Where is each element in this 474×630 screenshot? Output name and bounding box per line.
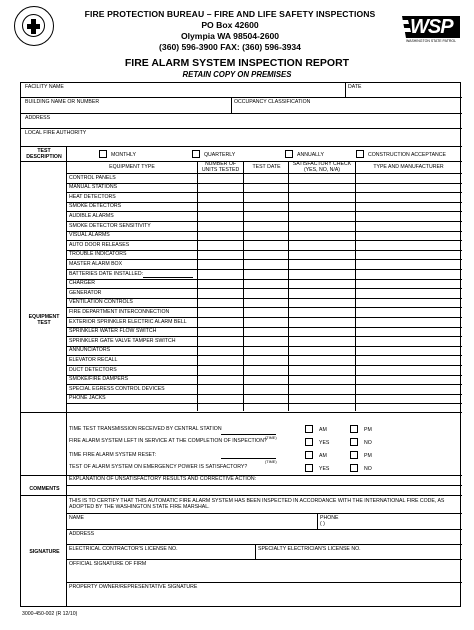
sig-specialty-license-label: SPECIALTY ELECTRICIAN'S LICENSE NO.: [258, 546, 361, 552]
q-central-station-label: TIME TEST TRANSMISSION RECEIVED BY CENTRAL STATION: [69, 426, 222, 432]
monthly-label: MONTHLY: [111, 152, 136, 158]
bureau-name: FIRE PROTECTION BUREAU – FIRE AND LIFE SAFETY INSPECTIONS: [84, 9, 376, 19]
equipment-row-label: CONTROL PANELS: [69, 174, 116, 181]
construction-acceptance-checkbox[interactable]: [356, 150, 364, 158]
form-number: 3000-450-002 (R 12/10): [22, 611, 78, 617]
q-reset-label: TIME FIRE ALARM SYSTEM RESET:: [69, 452, 157, 458]
equipment-row-label: AUTO DOOR RELEASES: [69, 241, 130, 248]
sig-phone-area: ( ): [320, 521, 325, 527]
col-equipment-type: EQUIPMENT TYPE: [109, 164, 155, 170]
q-reset-time-label: (TIME): [265, 460, 277, 464]
col-units-tested: NUMBER OF UNITS TESTED: [201, 161, 240, 173]
logo-subtext: WASHINGTON STATE PATROL: [405, 39, 457, 43]
equipment-row-label: MASTER ALARM BOX: [69, 260, 123, 267]
sig-name-label: NAME: [69, 515, 84, 521]
sig-contractor-license-label: ELECTRICAL CONTRACTOR'S LICENSE NO.: [69, 546, 178, 552]
occupancy-label: OCCUPANCY CLASSIFICATION: [234, 99, 311, 105]
equipment-row-label: CHARGER: [69, 280, 95, 287]
annually-checkbox[interactable]: [285, 150, 293, 158]
sig-address-label: ADDRESS: [69, 531, 95, 537]
wsp-logo: WSP WASHINGTON STATE PATROL: [402, 16, 460, 46]
equipment-row-label: HEAT DETECTORS: [69, 193, 116, 200]
col-test-date: TEST DATE: [252, 164, 281, 170]
equipment-row-label: MANUAL STATIONS: [69, 184, 118, 191]
equipment-row-label: SMOKE DETECTOR SENSITIVITY: [69, 222, 151, 229]
q-emergency-power-no-label: NO: [364, 466, 372, 472]
equipment-row-label: AUDIBLE ALARMS: [69, 212, 114, 219]
local-fire-authority-label: LOCAL FIRE AUTHORITY: [25, 130, 87, 136]
equipment-row-label: BATTERIES DATE INSTALLED:: [69, 270, 144, 277]
signature-section-label: SIGNATURE: [29, 549, 60, 555]
q-left-in-service-yes-label: YES: [319, 440, 330, 446]
header-block: [60, 9, 400, 53]
q-left-in-service-yes-checkbox[interactable]: [305, 438, 313, 446]
q-emergency-power-yes-checkbox[interactable]: [305, 464, 313, 472]
equipment-row-label: GENERATOR: [69, 289, 102, 296]
test-description-label: TEST DESCRIPTION: [26, 148, 62, 160]
building-label: BUILDING NAME OR NUMBER: [25, 99, 100, 105]
q-central-station-am-label: AM: [319, 427, 327, 433]
q-central-station-time-label: (TIME): [265, 436, 277, 440]
equipment-row-label: DUCT DETECTORS: [69, 366, 117, 373]
construction-acceptance-label: CONSTRUCTION ACCEPTANCE: [368, 152, 447, 158]
equipment-row-label: VISUAL ALARMS: [69, 232, 110, 239]
q-left-in-service-no-label: NO: [364, 440, 372, 446]
q-emergency-power-label: TEST OF ALARM SYSTEM ON EMERGENCY POWER IS SATISFACTORY?: [69, 464, 248, 470]
sig-owner-signature-label: PROPERTY OWNER/REPRESENTATIVE SIGNATURE: [69, 584, 198, 590]
q-central-station-am-checkbox[interactable]: [305, 425, 313, 433]
equipment-row-label: SPECIAL EGRESS CONTROL DEVICES: [69, 385, 165, 392]
equipment-row-label: PHONE JACKS: [69, 395, 106, 402]
batteries-date-line[interactable]: [143, 277, 193, 278]
sig-official-signature-label: OFFICIAL SIGNATURE OF FIRM: [69, 561, 147, 567]
q-central-station-pm-label: PM: [364, 427, 372, 433]
comments-label: COMMENTS: [29, 486, 60, 492]
equipment-row-label: SMOKE/FIRE DAMPERS: [69, 376, 129, 383]
quarterly-checkbox[interactable]: [192, 150, 200, 158]
equipment-row-label: VENTILATION CONTROLS: [69, 299, 133, 306]
annually-label: ANNUALLY: [297, 152, 325, 158]
q-central-station-pm-checkbox[interactable]: [350, 425, 358, 433]
q-left-in-service-no-checkbox[interactable]: [350, 438, 358, 446]
col-type-manufacturer: TYPE AND MANUFACTURER: [373, 164, 444, 170]
q-emergency-power-no-checkbox[interactable]: [350, 464, 358, 472]
q-reset-am-checkbox[interactable]: [305, 451, 313, 459]
equipment-row-label: TROUBLE INDICATORS: [69, 251, 127, 258]
inspection-form: [20, 82, 461, 607]
comments-explanation: EXPLANATION OF UNSATISFACTORY RESULTS AND CORRECTIVE ACTION:: [69, 476, 257, 482]
equipment-row-label: FIRE DEPARTMENT INTERCONNECTION: [69, 308, 170, 315]
city-address: Olympia WA 98504-2600: [180, 31, 280, 41]
po-box: PO Box 42600: [201, 20, 259, 30]
report-title: FIRE ALARM SYSTEM INSPECTION REPORT: [124, 57, 350, 69]
q-left-in-service-label: FIRE ALARM SYSTEM LEFT IN SERVICE AT THE COMPLETION OF INSPECTION?: [69, 438, 267, 444]
quarterly-label: QUARTERLY: [204, 152, 236, 158]
equipment-test-label: EQUIPMENT TEST: [28, 314, 60, 326]
q-reset-am-label: AM: [319, 453, 327, 459]
sig-phone-label: PHONE: [320, 515, 339, 521]
date-label: DATE: [348, 84, 362, 90]
monthly-checkbox[interactable]: [99, 150, 107, 158]
washington-state-patrol-seal: [14, 6, 54, 46]
equipment-row-label: ANNUNCIATORS: [69, 347, 111, 354]
facility-name-label: FACILITY NAME: [25, 84, 64, 90]
certification-statement: THIS IS TO CERTIFY THAT THIS AUTOMATIC FIRE ALARM SYSTEM HAS BEEN INSPECTED IN ACCORDANCE WITH THE INTERNATIONAL FIRE CODE, AS ADOPTED BY THE WASHINGTON STATE FIRE MARSHAL.: [69, 498, 445, 511]
report-subtitle: RETAIN COPY ON PREMISES: [182, 70, 292, 79]
q-reset-pm-label: PM: [364, 453, 372, 459]
phone-fax: (360) 596-3900 FAX: (360) 596-3934: [159, 42, 301, 52]
equipment-row-label: SPRINKLER WATER FLOW SWITCH: [69, 328, 157, 335]
q-emergency-power-yes-label: YES: [319, 466, 330, 472]
equipment-row-label: EXTERIOR SPRINKLER ELECTRIC ALARM BELL: [69, 318, 187, 325]
address-label: ADDRESS: [25, 115, 51, 121]
col-satisfactory-check: SATISFACTORY CHECK (YES, NO, N/A): [292, 161, 352, 173]
q-reset-pm-checkbox[interactable]: [350, 451, 358, 459]
equipment-row-label: ELEVATOR RECALL: [69, 356, 118, 363]
equipment-row-label: SMOKE DETECTORS: [69, 203, 122, 210]
equipment-row-label: SPRINKLER GATE VALVE TAMPER SWITCH: [69, 337, 176, 344]
